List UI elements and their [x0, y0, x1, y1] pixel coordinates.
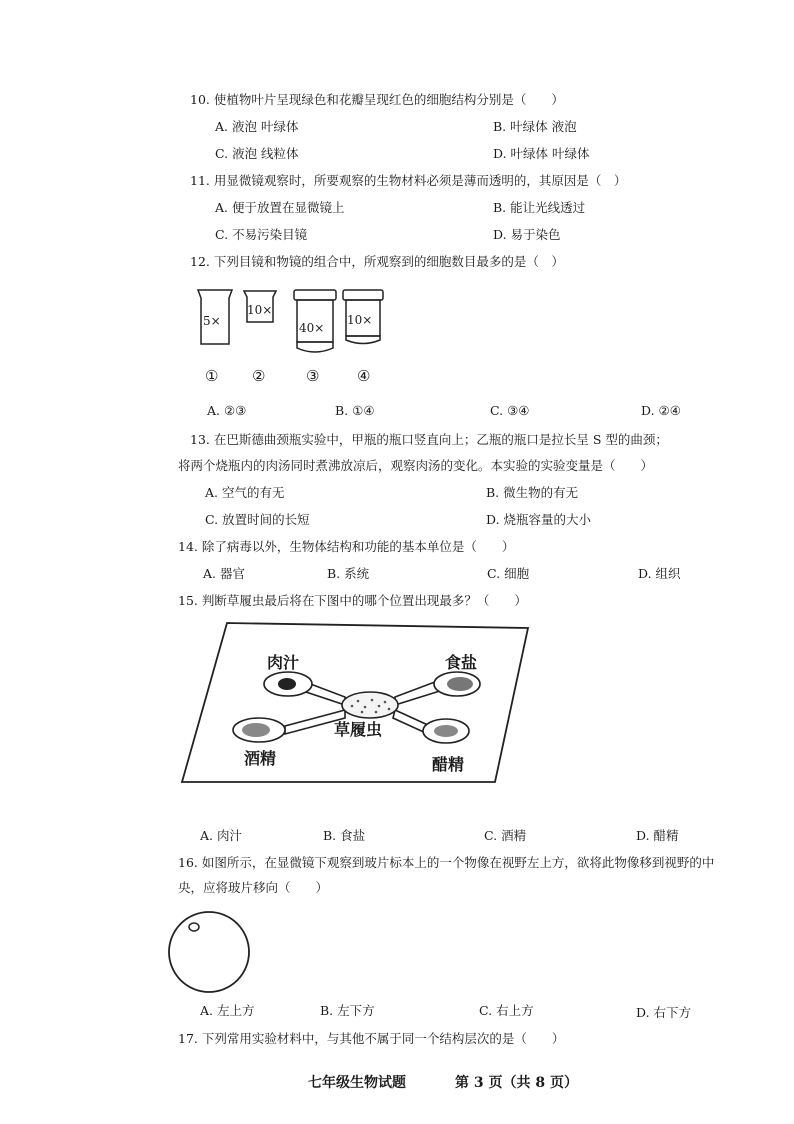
- q16-option-b: B. 左下方: [320, 1003, 375, 1018]
- lens-label-1: 5×: [203, 314, 221, 328]
- q15-option-c: C. 酒精: [484, 828, 527, 843]
- q13-stem-line2: 将两个烧瓶内的肉汤同时煮沸放凉后，观察肉汤的变化。本实验的实验变量是（ ）: [178, 458, 654, 473]
- label-meat-juice: 肉汁: [267, 653, 300, 672]
- footer-page-number: 第 3 页（共 8 页）: [455, 1075, 578, 1091]
- q16-option-a: A. 左上方: [200, 1003, 255, 1018]
- q13-option-c: C. 放置时间的长短: [205, 512, 310, 527]
- q13-option-b: B. 微生物的有无: [486, 485, 579, 500]
- q16-option-d: D. 右下方: [636, 1005, 692, 1020]
- q14-option-d: D. 组织: [638, 566, 681, 581]
- label-vinegar: 醋精: [432, 755, 465, 774]
- q14-option-b: B. 系统: [327, 566, 370, 581]
- label-paramecium: 草履虫: [334, 720, 383, 739]
- q15-option-d: D. 醋精: [636, 828, 679, 843]
- lens-label-3: 40×: [299, 321, 325, 335]
- q10-stem: 10. 使植物叶片呈现绿色和花瓣呈现红色的细胞结构分别是（ ）: [190, 92, 564, 107]
- q12-stem: 12. 下列目镜和物镜的组合中，所观察到的细胞数目最多的是（ ）: [190, 254, 564, 269]
- lens-label-4: 10×: [347, 313, 373, 327]
- lens-number-2: ②: [252, 367, 266, 385]
- q13-option-a: A. 空气的有无: [205, 485, 285, 500]
- q11-option-d: D. 易于染色: [493, 227, 561, 242]
- q15-option-b: B. 食盐: [323, 828, 366, 843]
- q11-option-c: C. 不易污染目镜: [215, 227, 308, 242]
- label-alcohol: 酒精: [244, 749, 277, 768]
- q11-option-b: B. 能让光线透过: [493, 200, 586, 215]
- q15-stem: 15. 判断草履虫最后将在下图中的哪个位置出现最多？（ ）: [178, 593, 527, 608]
- q13-option-d: D. 烧瓶容量的大小: [486, 512, 592, 527]
- q16-stem-line1: 16. 如图所示，在显微镜下观察到玻片标本上的一个物像在视野左上方，欲将此物像移到视野的中: [178, 855, 715, 870]
- q11-stem: 11. 用显微镜观察时，所要观察的生物材料必须是薄而透明的，其原因是（ ）: [190, 173, 627, 188]
- q12-option-d: D. ②④: [641, 403, 681, 418]
- q10-option-c: C. 液泡 线粒体: [215, 146, 299, 161]
- q13-stem-line1: 13. 在巴斯德曲颈瓶实验中，甲瓶的瓶口竖直向上；乙瓶的瓶口是拉长呈 S 型的曲颈；: [190, 432, 668, 447]
- q11-option-a: A. 便于放置在显微镜上: [215, 200, 345, 215]
- q17-stem: 17. 下列常用实验材料中，与其他不属于同一个结构层次的是（ ）: [178, 1031, 565, 1046]
- q12-option-b: B. ①④: [335, 403, 375, 418]
- footer-subject: 七年级生物试题: [308, 1075, 406, 1091]
- q12-option-a: A. ②③: [207, 403, 247, 418]
- q12-option-c: C. ③④: [490, 403, 530, 418]
- object-image: [189, 923, 199, 931]
- lens-label-2: 10×: [247, 303, 273, 317]
- q14-stem: 14. 除了病毒以外，生物体结构和功能的基本单位是（ ）: [178, 539, 515, 554]
- lens-number-1: ①: [205, 367, 219, 385]
- label-salt: 食盐: [445, 653, 478, 672]
- q16-stem-line2: 央，应将玻片移向（ ）: [178, 880, 329, 895]
- q14-option-c: C. 细胞: [487, 566, 530, 581]
- q14-option-a: A. 器官: [203, 566, 245, 581]
- lens-number-3: ③: [306, 367, 320, 385]
- q10-option-d: D. 叶绿体 叶绿体: [493, 146, 590, 161]
- q16-option-c: C. 右上方: [479, 1003, 534, 1018]
- field-of-view-circle: [169, 912, 249, 992]
- lens-number-4: ④: [357, 367, 371, 385]
- q15-option-a: A. 肉汁: [200, 828, 242, 843]
- q10-option-b: B. 叶绿体 液泡: [493, 119, 577, 134]
- q10-option-a: A. 液泡 叶绿体: [215, 119, 299, 134]
